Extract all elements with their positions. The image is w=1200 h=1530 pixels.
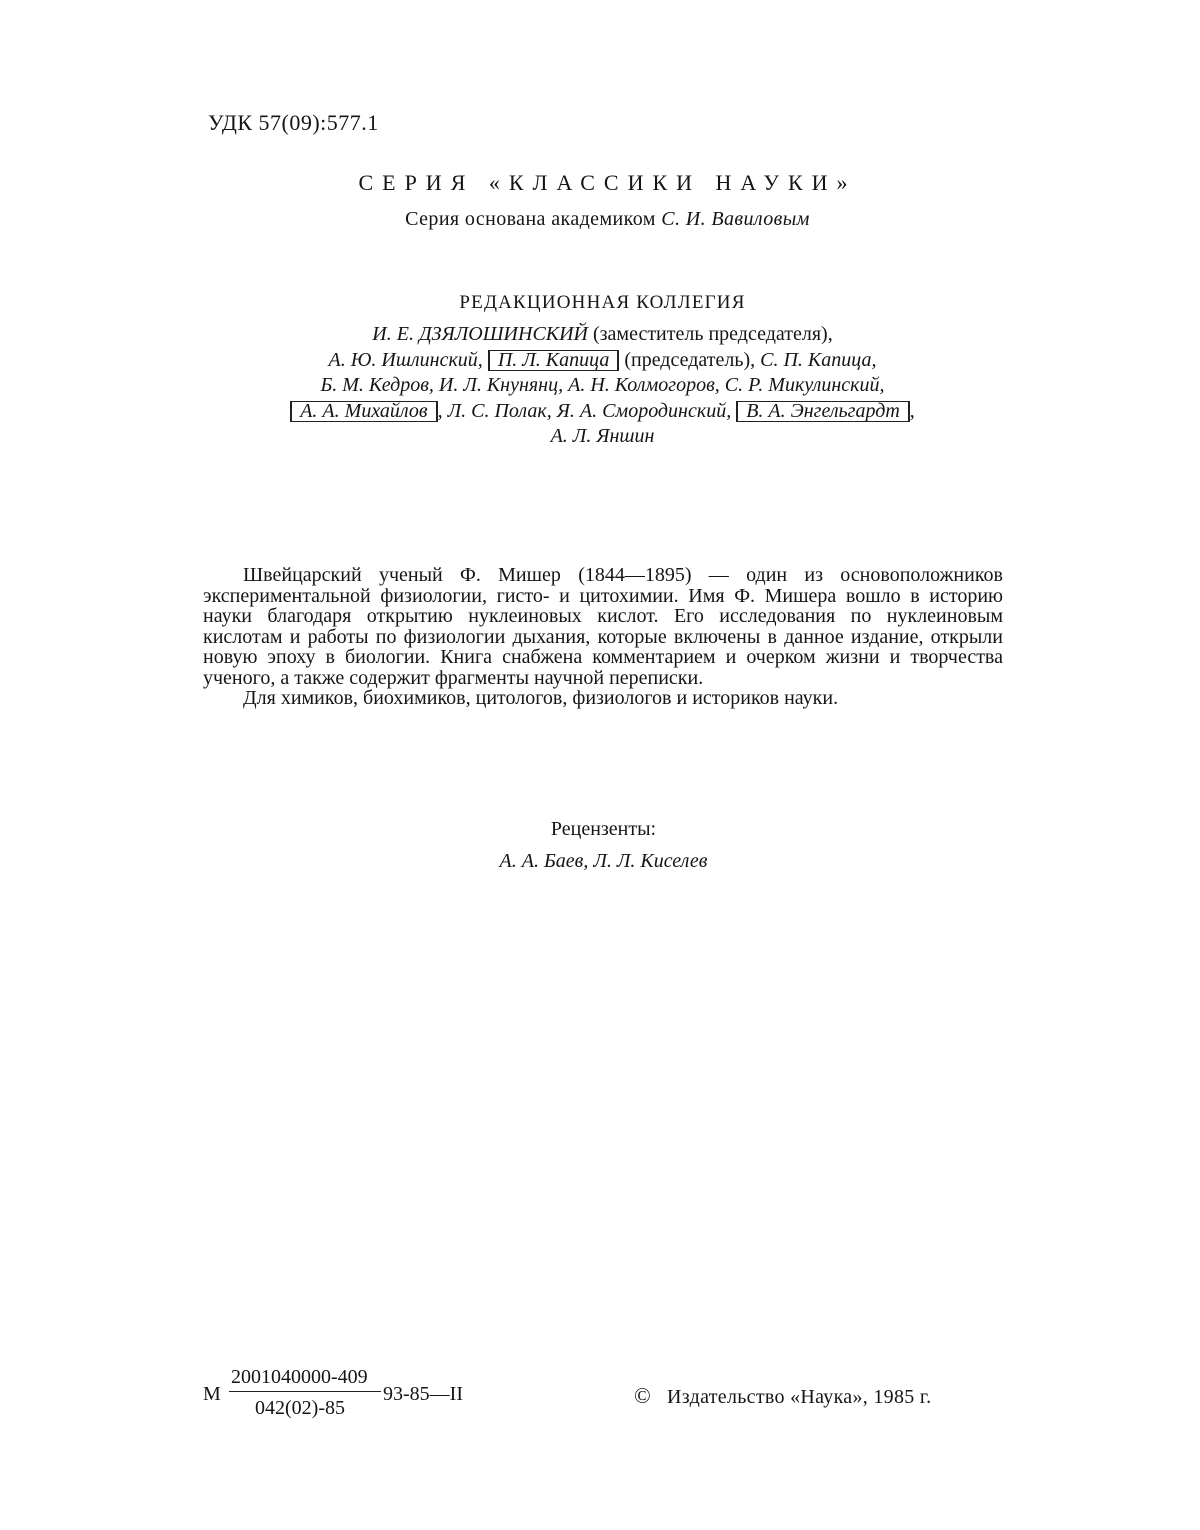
editorial-board-list [0, 322, 1200, 450]
code-fraction-bar [229, 1391, 381, 1392]
series-title: СЕРИЯ «КЛАССИКИ НАУКИ» [358, 170, 857, 195]
reviewers-names: А. А. Баев, Л. Л. Киселев [499, 850, 708, 872]
board-member: С. П. Капица, [760, 348, 877, 371]
board-member-deceased-box: А. А. Михайлов [290, 401, 437, 422]
annotation-audience: Для химиков, биохимиков, цитологов, физиологов и историков науки. [243, 687, 839, 709]
board-member: А. Ю. Ишлинский, [328, 348, 483, 371]
board-members: , Л. С. Полак, Я. А. Смородинский, [437, 399, 732, 422]
copyright-icon: © [634, 1383, 652, 1408]
code-suffix: 93-85—II [383, 1383, 463, 1405]
board-line-3: Б. М. Кедров, И. Л. Кнунянц, А. Н. Колмогоров, С. Р. Микулинский, [320, 374, 885, 396]
annotation-paragraph: Швейцарский ученый Ф. Мишер (1844—1895) — один из основоположников экспериментальной физиологии, гисто- и цитохимии. Имя Ф. Мишера вошло в историю науки благодаря открытию нуклеиновых кислот. Его исследования по нуклеиновым кислотам и работы по физиологии дыхания, которые включены в данное издание, открыли новую эпоху в биологии. Книга снабжена комментарием и очерком жизни и творчества ученого, а также содержит фрагменты научной переписки. [203, 564, 1003, 689]
board-member-deceased-box: В. А. Энгельгардт [736, 401, 910, 422]
board-deputy-chair-role: (заместитель председателя), [587, 323, 833, 345]
publication-code [203, 1366, 483, 1426]
board-member-deceased-box: П. Л. Капица [488, 350, 620, 371]
board-line-end-comma: , [909, 399, 915, 422]
board-line-5: А. Л. Яншин [550, 425, 655, 447]
board-line-4 [0, 399, 1200, 425]
board-line-1 [0, 322, 1200, 348]
series-founded-line [0, 208, 1200, 231]
editorial-board-title: РЕДАКЦИОННАЯ КОЛЛЕГИЯ [459, 292, 746, 313]
udk-code: УДК 57(09):577.1 [208, 110, 379, 135]
annotation [203, 565, 1003, 709]
reviewers-label: Рецензенты: [550, 818, 657, 840]
board-deputy-chair: И. Е. ДЗЯЛОШИНСКИЙ [372, 323, 588, 345]
copyright-text: Издательство «Наука», 1985 г. [667, 1386, 932, 1408]
series-founded-prefix: Серия основана академиком [405, 208, 656, 230]
code-denominator: 042(02)-85 [255, 1397, 345, 1419]
copyright-line [634, 1383, 931, 1409]
code-numerator: 2001040000-409 [231, 1366, 368, 1388]
series-founder: С. И. Вавиловым [661, 208, 810, 230]
board-chair-role: (председатель), [619, 348, 761, 371]
board-line-2 [0, 348, 1200, 374]
code-prefix: М [203, 1383, 221, 1405]
